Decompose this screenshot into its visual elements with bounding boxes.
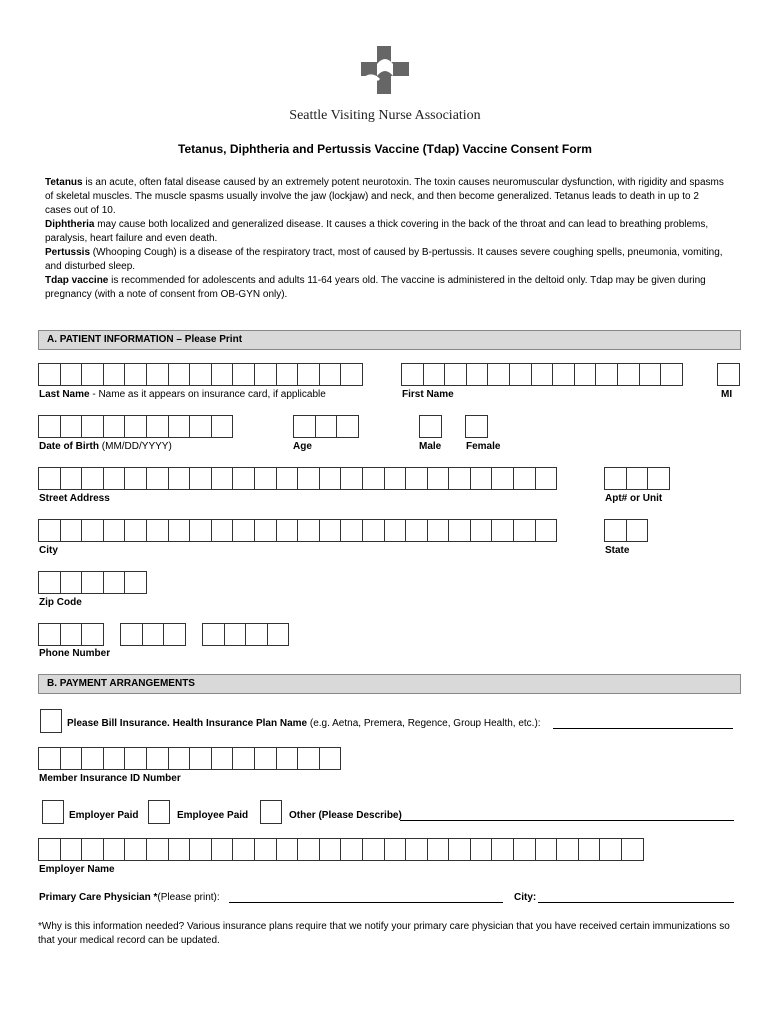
char-box[interactable] [168, 519, 191, 542]
char-box[interactable] [595, 363, 618, 386]
tdap-term: Tdap vaccine [45, 275, 109, 286]
char-box[interactable] [405, 838, 428, 861]
char-box[interactable] [297, 747, 320, 770]
char-box[interactable] [297, 363, 320, 386]
char-box[interactable] [168, 363, 191, 386]
char-box[interactable] [38, 519, 61, 542]
char-box[interactable] [38, 747, 61, 770]
employer-paid-label: Employer Paid [69, 810, 139, 821]
phone-line-boxes[interactable] [202, 623, 288, 646]
mi-box[interactable] [717, 363, 739, 386]
char-box[interactable] [621, 838, 644, 861]
char-box[interactable] [535, 467, 558, 490]
tdap-text: is recommended for adolescents and adults 11-64 years old. The vaccine is administered in the deltoid only. Tdap may be given during pregnancy (with a note of consent from OB-GYN only). [45, 275, 706, 300]
first-name-boxes[interactable] [401, 363, 682, 386]
zip-label: Zip Code [39, 597, 82, 608]
char-box[interactable] [103, 519, 126, 542]
street-boxes[interactable] [38, 467, 556, 490]
char-box[interactable] [254, 838, 277, 861]
char-box[interactable] [245, 623, 268, 646]
char-box[interactable] [202, 623, 225, 646]
char-box[interactable] [419, 415, 442, 438]
state-label: State [605, 545, 630, 556]
char-box[interactable] [103, 571, 126, 594]
char-box[interactable] [491, 519, 514, 542]
char-box[interactable] [513, 519, 536, 542]
char-box[interactable] [211, 519, 234, 542]
char-box[interactable] [340, 519, 363, 542]
char-box[interactable] [340, 838, 363, 861]
section-a-header: A. PATIENT INFORMATION – Please Print [38, 330, 741, 350]
logo [0, 44, 770, 99]
char-box[interactable] [189, 838, 212, 861]
char-box[interactable] [639, 363, 662, 386]
org-name: Seattle Visiting Nurse Association [289, 108, 481, 123]
char-box[interactable] [427, 519, 450, 542]
char-box[interactable] [384, 838, 407, 861]
char-box[interactable] [254, 467, 277, 490]
other-checkbox[interactable] [260, 800, 282, 824]
employer-name-label: Employer Name [39, 864, 115, 875]
char-box[interactable] [276, 747, 299, 770]
char-box[interactable] [168, 415, 191, 438]
section-b-header: B. PAYMENT ARRANGEMENTS [38, 674, 741, 694]
char-box[interactable] [509, 363, 532, 386]
other-label: Other (Please Describe) [289, 810, 402, 821]
char-box[interactable] [168, 467, 191, 490]
phone-label: Phone Number [39, 648, 111, 659]
char-box[interactable] [124, 415, 147, 438]
char-box[interactable] [276, 467, 299, 490]
apt-label: Apt# or Unit [605, 493, 663, 504]
char-box[interactable] [362, 467, 385, 490]
char-box[interactable] [254, 363, 277, 386]
female-label: Female [466, 441, 501, 452]
char-box[interactable] [232, 747, 255, 770]
char-box[interactable] [660, 363, 683, 386]
char-box[interactable] [319, 838, 342, 861]
char-box[interactable] [384, 467, 407, 490]
pertussis-text: (Whooping Cough) is a disease of the respiratory tract, most of caused by B-pertussis. It causes severe coughing spells, pneumonia, vomiting, and disturbed sleep. [45, 247, 723, 272]
char-box[interactable] [384, 519, 407, 542]
char-box[interactable] [427, 838, 450, 861]
char-box[interactable] [491, 838, 514, 861]
char-box[interactable] [38, 571, 61, 594]
char-box[interactable] [297, 467, 320, 490]
member-id-boxes[interactable] [38, 747, 340, 770]
char-box[interactable] [647, 467, 670, 490]
pcp-label: Primary Care Physician *(Please print): [39, 892, 220, 903]
char-box[interactable] [336, 415, 359, 438]
char-box[interactable] [189, 519, 212, 542]
phone-area-boxes[interactable] [38, 623, 103, 646]
char-box[interactable] [487, 363, 510, 386]
char-box[interactable] [81, 467, 104, 490]
apt-boxes[interactable] [604, 467, 669, 490]
pcp-city-label: City: [514, 892, 537, 903]
char-box[interactable] [617, 363, 640, 386]
pertussis-term: Pertussis [45, 247, 91, 258]
char-box[interactable] [315, 415, 338, 438]
char-box[interactable] [276, 838, 299, 861]
char-box[interactable] [470, 838, 493, 861]
char-box[interactable] [60, 747, 83, 770]
char-box[interactable] [124, 747, 147, 770]
form-title: Tetanus, Diphtheria and Pertussis Vaccine (Tdap) Vaccine Consent Form [178, 142, 592, 156]
tetanus-paragraph [45, 176, 725, 218]
char-box[interactable] [38, 838, 61, 861]
char-box[interactable] [142, 623, 165, 646]
char-box[interactable] [535, 838, 558, 861]
char-box[interactable] [444, 363, 467, 386]
char-box[interactable] [146, 747, 169, 770]
state-boxes[interactable] [604, 519, 647, 542]
char-box[interactable] [556, 838, 579, 861]
dob-label: Date of Birth (MM/DD/YYYY) [39, 441, 172, 452]
char-box[interactable] [60, 467, 83, 490]
char-box[interactable] [232, 467, 255, 490]
char-box[interactable] [189, 467, 212, 490]
char-box[interactable] [267, 623, 290, 646]
char-box[interactable] [124, 363, 147, 386]
char-box[interactable] [276, 363, 299, 386]
char-box[interactable] [60, 519, 83, 542]
char-box[interactable] [189, 363, 212, 386]
char-box[interactable] [103, 838, 126, 861]
char-box[interactable] [552, 363, 575, 386]
char-box[interactable] [513, 838, 536, 861]
char-box[interactable] [81, 519, 104, 542]
char-box[interactable] [362, 838, 385, 861]
char-box[interactable] [535, 519, 558, 542]
dob-boxes[interactable] [38, 415, 232, 438]
tdap-paragraph [45, 274, 725, 302]
char-box[interactable] [531, 363, 554, 386]
employee-paid-label: Employee Paid [177, 810, 249, 821]
employer-name-boxes[interactable] [38, 838, 643, 861]
char-box[interactable] [362, 519, 385, 542]
char-box[interactable] [224, 623, 247, 646]
char-box[interactable] [81, 363, 104, 386]
char-box[interactable] [38, 623, 61, 646]
char-box[interactable] [60, 838, 83, 861]
char-box[interactable] [513, 467, 536, 490]
intro-text [45, 176, 725, 302]
char-box[interactable] [146, 838, 169, 861]
female-box[interactable] [465, 415, 487, 438]
tetanus-term: Tetanus [45, 177, 83, 188]
char-box[interactable] [103, 467, 126, 490]
char-box[interactable] [232, 838, 255, 861]
char-box[interactable] [405, 519, 428, 542]
male-box[interactable] [419, 415, 441, 438]
char-box[interactable] [146, 415, 169, 438]
char-box[interactable] [211, 415, 234, 438]
char-box[interactable] [340, 363, 363, 386]
char-box[interactable] [276, 519, 299, 542]
char-box[interactable] [405, 467, 428, 490]
age-label: Age [293, 441, 312, 452]
char-box[interactable] [163, 623, 186, 646]
phone-prefix-boxes[interactable] [120, 623, 185, 646]
svna-logo-icon [359, 44, 411, 96]
char-box[interactable] [448, 838, 471, 861]
char-box[interactable] [604, 519, 627, 542]
char-box[interactable] [120, 623, 143, 646]
member-id-label: Member Insurance ID Number [39, 773, 181, 784]
bill-insurance-checkbox[interactable] [40, 709, 62, 733]
char-box[interactable] [60, 571, 83, 594]
char-box[interactable] [124, 467, 147, 490]
city-label: City [39, 545, 58, 556]
char-box[interactable] [423, 363, 446, 386]
char-box[interactable] [626, 519, 649, 542]
char-box[interactable] [60, 363, 83, 386]
char-box[interactable] [401, 363, 424, 386]
char-box[interactable] [448, 467, 471, 490]
char-box[interactable] [60, 415, 83, 438]
male-label: Male [419, 441, 442, 452]
char-box[interactable] [297, 519, 320, 542]
bill-insurance-label: Please Bill Insurance. Health Insurance Plan Name (e.g. Aetna, Premera, Regence, Group Health, etc.): [67, 718, 541, 729]
char-box[interactable] [717, 363, 740, 386]
char-box[interactable] [81, 623, 104, 646]
char-box[interactable] [81, 838, 104, 861]
last-name-boxes[interactable] [38, 363, 362, 386]
char-box[interactable] [491, 467, 514, 490]
char-box[interactable] [604, 467, 627, 490]
char-box[interactable] [319, 467, 342, 490]
char-box[interactable] [293, 415, 316, 438]
char-box[interactable] [599, 838, 622, 861]
char-box[interactable] [470, 467, 493, 490]
char-box[interactable] [38, 363, 61, 386]
char-box[interactable] [254, 519, 277, 542]
char-box[interactable] [103, 363, 126, 386]
pcp-city-line[interactable] [538, 892, 734, 903]
char-box[interactable] [211, 747, 234, 770]
char-box[interactable] [232, 519, 255, 542]
char-box[interactable] [146, 363, 169, 386]
char-box[interactable] [448, 519, 471, 542]
char-box[interactable] [189, 415, 212, 438]
char-box[interactable] [470, 519, 493, 542]
char-box[interactable] [81, 571, 104, 594]
char-box[interactable] [211, 363, 234, 386]
char-box[interactable] [146, 519, 169, 542]
pcp-line[interactable] [229, 892, 503, 903]
char-box[interactable] [319, 519, 342, 542]
char-box[interactable] [124, 519, 147, 542]
employer-paid-checkbox[interactable] [42, 800, 64, 824]
char-box[interactable] [578, 838, 601, 861]
char-box[interactable] [38, 415, 61, 438]
street-label: Street Address [39, 493, 110, 504]
char-box[interactable] [465, 415, 488, 438]
diphtheria-paragraph [45, 218, 725, 246]
last-name-label: Last Name - Name as it appears on insurance card, if applicable [39, 389, 326, 400]
char-box[interactable] [211, 838, 234, 861]
char-box[interactable] [319, 363, 342, 386]
insurance-plan-line[interactable] [553, 718, 733, 729]
char-box[interactable] [168, 747, 191, 770]
char-box[interactable] [38, 467, 61, 490]
char-box[interactable] [466, 363, 489, 386]
pertussis-paragraph [45, 246, 725, 274]
char-box[interactable] [81, 415, 104, 438]
char-box[interactable] [168, 838, 191, 861]
char-box[interactable] [319, 747, 342, 770]
char-box[interactable] [626, 467, 649, 490]
char-box[interactable] [211, 467, 234, 490]
char-box[interactable] [60, 623, 83, 646]
char-box[interactable] [189, 747, 212, 770]
footnote: *Why is this information needed? Various insurance plans require that we notify your primary care physician that you have received certain immunizations so that your medical record can be updated. [38, 921, 730, 946]
char-box[interactable] [254, 747, 277, 770]
char-box[interactable] [81, 747, 104, 770]
char-box[interactable] [297, 838, 320, 861]
mi-label: MI [721, 389, 733, 400]
char-box[interactable] [574, 363, 597, 386]
employee-paid-checkbox[interactable] [148, 800, 170, 824]
char-box[interactable] [427, 467, 450, 490]
char-box[interactable] [146, 467, 169, 490]
char-box[interactable] [232, 363, 255, 386]
char-box[interactable] [340, 467, 363, 490]
first-name-label: First Name [402, 389, 454, 400]
age-boxes[interactable] [293, 415, 358, 438]
other-describe-line[interactable] [400, 810, 734, 821]
zip-boxes[interactable] [38, 571, 146, 594]
diphtheria-term: Diphtheria [45, 219, 95, 230]
tetanus-text: is an acute, often fatal disease caused by an extremely potent neurotoxin. The toxin causes neuromuscular dysfunction, with rigidity and spasms of skeletal muscles. The muscle spasms usually involve the jaw (lockjaw) and neck, and then become generalized. Tetanus leads to death in up to 2 cases out of 10. [45, 177, 724, 216]
char-box[interactable] [124, 838, 147, 861]
char-box[interactable] [124, 571, 147, 594]
diphtheria-text: may cause both localized and generalized disease. It causes a thick covering in the back of the throat and can lead to breathing problems, paralysis, heart failure and even death. [45, 219, 709, 244]
char-box[interactable] [103, 747, 126, 770]
char-box[interactable] [103, 415, 126, 438]
city-boxes[interactable] [38, 519, 556, 542]
